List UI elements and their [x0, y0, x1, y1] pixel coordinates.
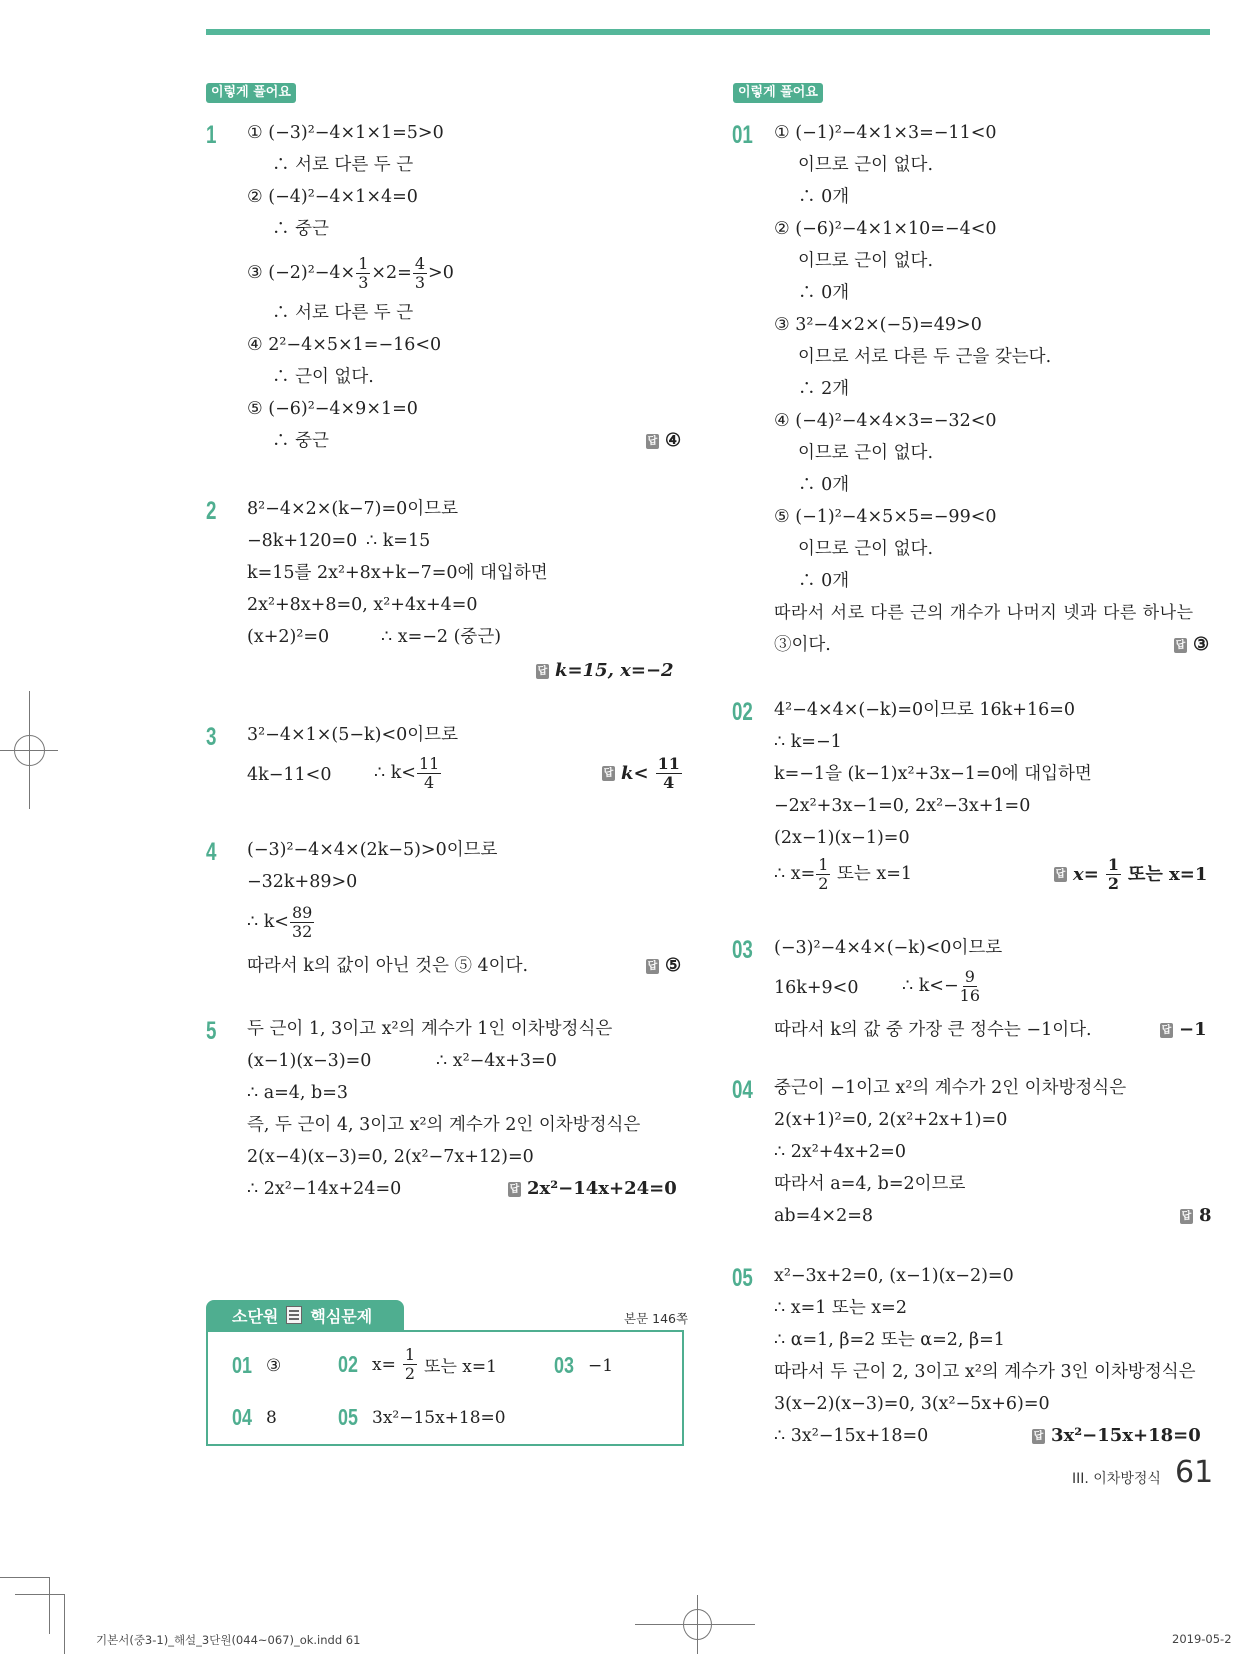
fraction: $\frac{1}{2}$	[404, 1345, 416, 1383]
summary-item-value: 또는 x=1	[424, 1357, 497, 1377]
summary-item-value: 3x²−15x+18=0	[372, 1407, 506, 1428]
solution-line: ④ (−4)²−4×4×3=−32<0	[774, 411, 997, 431]
answer-icon: 답	[1033, 1430, 1044, 1442]
summary-tab-label: 소단원	[232, 1306, 279, 1326]
solution-line: ∴ k=−1	[774, 732, 842, 752]
answer-value: 8	[1199, 1205, 1212, 1226]
summary-answers-box	[206, 1330, 684, 1446]
solution-line: 따라서 서로 다른 근의 개수가 나머지 넷과 다른 하나는	[774, 603, 1194, 623]
solution-line: ab=4×2=8	[774, 1206, 874, 1226]
solution-line: ∴ 3x²−15x+18=0	[774, 1426, 929, 1446]
solution-line: ∴ 서로 다른 두 근	[272, 303, 414, 323]
answer-icon: 답	[537, 665, 548, 677]
solution-line: (−3)²−4×4×(2k−5)>0이므로	[247, 840, 498, 860]
section-tag-right: 이렇게 풀어요	[733, 83, 823, 103]
solution-line: −2x²+3x−1=0, 2x²−3x+1=0	[774, 796, 1031, 816]
answer-value: ④	[665, 430, 682, 451]
section-tag-left: 이렇게 풀어요	[206, 83, 296, 103]
fraction: $\frac{9}{16}$	[959, 967, 980, 1005]
solution-line: 따라서 a=4, b=2이므로	[774, 1174, 966, 1194]
solution-line: ∴ k=15	[366, 531, 431, 551]
answer-value: x=	[1073, 863, 1099, 885]
answer-icon: 답	[1055, 869, 1066, 880]
solution-line: ∴ 0개	[798, 475, 850, 495]
fraction: $\frac{1}{2}$	[818, 855, 829, 893]
solution-line: ∴ 중근	[272, 431, 329, 451]
solution-line: 2(x+1)²=0, 2(x²+2x+1)=0	[774, 1110, 1008, 1130]
answer-value: ③	[1193, 634, 1210, 655]
solution-line-fraction	[774, 856, 912, 893]
answer-value: k<	[621, 762, 649, 784]
solution-line: ② (−4)²−4×1×4=0	[247, 187, 418, 207]
solution-line: 3²−4×1×(5−k)<0이므로	[247, 725, 458, 745]
answer-value: ⑤	[665, 955, 682, 976]
header-accent-bar	[206, 29, 1210, 35]
crop-mark-icon	[49, 1577, 50, 1634]
problem-number: 04	[732, 1076, 753, 1104]
solution-line: ∴ x²−4x+3=0	[436, 1051, 557, 1071]
answer-value: 또는 x=1	[1127, 863, 1208, 885]
page-reference: 본문 146쪽	[624, 1311, 689, 1326]
solution-line: ∴ 0개	[798, 283, 850, 303]
chapter-label: III. 이차방정식	[1072, 1471, 1161, 1487]
solution-line: 두 근이 1, 3이고 x²의 계수가 1인 이차방정식은	[247, 1019, 613, 1039]
problem-number: 4	[206, 838, 217, 866]
summary-item-value: −1	[588, 1355, 614, 1376]
registration-circle-icon	[14, 735, 45, 766]
fraction: $\frac{89}{32}$	[291, 903, 313, 941]
problem-number: 05	[732, 1264, 753, 1292]
solution-line: 2(x−4)(x−3)=0, 2(x²−7x+12)=0	[247, 1147, 534, 1167]
print-date: 2019-05-2	[1172, 1632, 1232, 1646]
print-slug: 기본서(중3-1)_해설_3단원(044~067)_ok.indd 61	[96, 1633, 361, 1647]
solution-line: ∴ 중근	[272, 219, 329, 239]
solution-line: 4²−4×4×(−k)=0이므로 16k+16=0	[774, 700, 1076, 720]
problem-number: 01	[732, 121, 753, 149]
solution-line-fraction	[374, 755, 442, 792]
answer	[1054, 856, 1207, 893]
solution-line: 즉, 두 근이 4, 3이고 x²의 계수가 2인 이차방정식은	[247, 1115, 641, 1135]
solution-line: k=15를 2x²+8x+k−7=0에 대입하면	[247, 563, 548, 583]
summary-item	[338, 1404, 506, 1431]
solution-line: −8k+120=0	[247, 531, 358, 551]
solution-line: ③ 3²−4×2×(−5)=49>0	[774, 315, 982, 335]
answer	[508, 1177, 677, 1201]
problem-number: 1	[206, 121, 217, 149]
solution-line: 이므로 근이 없다.	[798, 155, 934, 175]
expr-text: ③ (−2)²−4×	[247, 263, 356, 283]
solution-line: 이므로 서로 다른 두 근을 갖는다.	[798, 347, 1052, 367]
solution-line: ⑤ (−6)²−4×9×1=0	[247, 399, 418, 419]
solution-line: ① (−3)²−4×1×1=5>0	[247, 123, 444, 143]
answer-value: k=15, x=−2	[555, 660, 674, 681]
problem-number: 3	[206, 723, 217, 751]
registration-circle-icon	[683, 1609, 712, 1640]
crop-mark-icon	[0, 1577, 50, 1578]
solution-line: ③이다.	[774, 635, 831, 655]
solution-line: ∴ 0개	[798, 571, 850, 591]
problem-number: 2	[206, 497, 217, 525]
expr-text: ∴ k<−	[902, 976, 959, 996]
answer-icon: 답	[509, 1183, 520, 1195]
summary-tab-title: 핵심문제	[310, 1306, 373, 1326]
summary-item	[554, 1352, 613, 1379]
solution-line: ∴ x=1 또는 x=2	[774, 1298, 907, 1318]
solution-line-fraction: ③ (−2)²−4× $\frac{1}{3}$ ×2= $\frac{4}{3}$ >0	[247, 254, 454, 292]
answer-icon: 답	[1175, 639, 1186, 651]
solution-line: ① (−1)²−4×1×3=−11<0	[774, 123, 997, 143]
answer-icon: 답	[647, 435, 658, 447]
solution-line: ∴ 근이 없다.	[272, 367, 374, 387]
solution-line-fraction	[247, 904, 315, 941]
document-icon	[286, 1306, 302, 1324]
summary-item-value: x=	[372, 1354, 396, 1375]
summary-item-number: 03	[554, 1352, 574, 1378]
solution-line: 따라서 k의 값이 아닌 것은 ⑤ 4이다.	[247, 956, 529, 976]
solution-line: x²−3x+2=0, (x−1)(x−2)=0	[774, 1266, 1014, 1286]
solution-line: 3(x−2)(x−3)=0, 3(x²−5x+6)=0	[774, 1394, 1050, 1414]
crop-mark-icon	[64, 1594, 65, 1654]
expr-text: ∴ k<	[247, 912, 289, 932]
summary-item	[338, 1346, 497, 1383]
solution-line: ∴ x=−2 (중근)	[381, 627, 502, 647]
solution-line: (2x−1)(x−1)=0	[774, 828, 910, 848]
solution-line: 이므로 근이 없다.	[798, 251, 934, 271]
expr-text: ∴ x=	[774, 864, 816, 884]
answer	[646, 429, 681, 453]
summary-item-number: 02	[338, 1351, 358, 1377]
solution-line: ∴ a=4, b=3	[247, 1083, 349, 1103]
answer	[602, 755, 683, 792]
answer	[1160, 1018, 1207, 1042]
answer	[536, 659, 674, 683]
solution-line: 16k+9<0	[774, 978, 859, 998]
solution-line: −32k+89>0	[247, 872, 358, 892]
answer-fraction: $\frac{11}{4}$	[657, 754, 680, 792]
answer-value: −1	[1179, 1019, 1207, 1040]
expr-text: 또는 x=1	[837, 864, 913, 884]
solution-line: (x−1)(x−3)=0	[247, 1051, 372, 1071]
solution-line: 2x²+8x+8=0, x²+4x+4=0	[247, 595, 478, 615]
answer-icon: 답	[1181, 1210, 1192, 1222]
solution-line: ∴ 서로 다른 두 근	[272, 155, 414, 175]
summary-item	[232, 1352, 281, 1379]
crop-mark-icon	[15, 1594, 65, 1595]
solution-line: k=−1을 (k−1)x²+3x−1=0에 대입하면	[774, 764, 1092, 784]
answer-icon: 답	[647, 960, 658, 972]
fraction: $\frac{11}{4}$	[418, 754, 440, 792]
answer-value: 2x²−14x+24=0	[527, 1178, 677, 1199]
summary-item-value: 8	[266, 1407, 277, 1428]
fraction: $\frac{1}{3}$	[358, 254, 369, 292]
answer	[646, 954, 681, 978]
solution-line: ④ 2²−4×5×1=−16<0	[247, 335, 442, 355]
fraction: $\frac{4}{3}$	[414, 254, 426, 292]
solution-line: 이므로 근이 없다.	[798, 443, 934, 463]
solution-line: 따라서 두 근이 2, 3이고 x²의 계수가 3인 이차방정식은	[774, 1362, 1196, 1382]
summary-item	[232, 1404, 277, 1431]
solution-line: 따라서 k의 값 중 가장 큰 정수는 −1이다.	[774, 1020, 1092, 1040]
solution-line: ∴ 2x²+4x+2=0	[774, 1142, 906, 1162]
answer	[1174, 633, 1209, 657]
solution-line: 8²−4×2×(k−7)=0이므로	[247, 499, 458, 519]
problem-number: 02	[732, 698, 753, 726]
solution-line: ⑤ (−1)²−4×5×5=−99<0	[774, 507, 997, 527]
answer-icon: 답	[1161, 1024, 1172, 1036]
expr-text: ∴ k<	[374, 763, 416, 783]
answer	[1032, 1424, 1201, 1448]
solution-line: (x+2)²=0	[247, 627, 330, 647]
problem-number: 03	[732, 936, 753, 964]
summary-tab	[206, 1300, 404, 1330]
solution-line: ∴ 2x²−14x+24=0	[247, 1179, 402, 1199]
summary-item-number: 01	[232, 1352, 252, 1378]
solution-line: 중근이 −1이고 x²의 계수가 2인 이차방정식은	[774, 1078, 1127, 1098]
summary-item-value: ③	[266, 1355, 282, 1376]
answer-fraction: $\frac{1}{2}$	[1107, 855, 1119, 893]
solution-line: ② (−6)²−4×1×10=−4<0	[774, 219, 997, 239]
solution-line: ∴ 0개	[798, 187, 850, 207]
solution-line: 4k−11<0	[247, 765, 332, 785]
solution-line: ∴ α=1, β=2 또는 α=2, β=1	[774, 1330, 1005, 1350]
summary-item-number: 04	[232, 1404, 252, 1430]
solution-line: ∴ 2개	[798, 379, 850, 399]
answer-icon: 답	[603, 768, 614, 779]
solution-line: (−3)²−4×4×(−k)<0이므로	[774, 938, 1003, 958]
summary-item-number: 05	[338, 1404, 358, 1430]
answer	[1180, 1204, 1212, 1228]
solution-line: 이므로 근이 없다.	[798, 539, 934, 559]
solution-line-fraction	[902, 968, 981, 1005]
page-number: 61	[1175, 1455, 1214, 1490]
answer-value: 3x²−15x+18=0	[1051, 1425, 1201, 1446]
problem-number: 5	[206, 1017, 217, 1045]
